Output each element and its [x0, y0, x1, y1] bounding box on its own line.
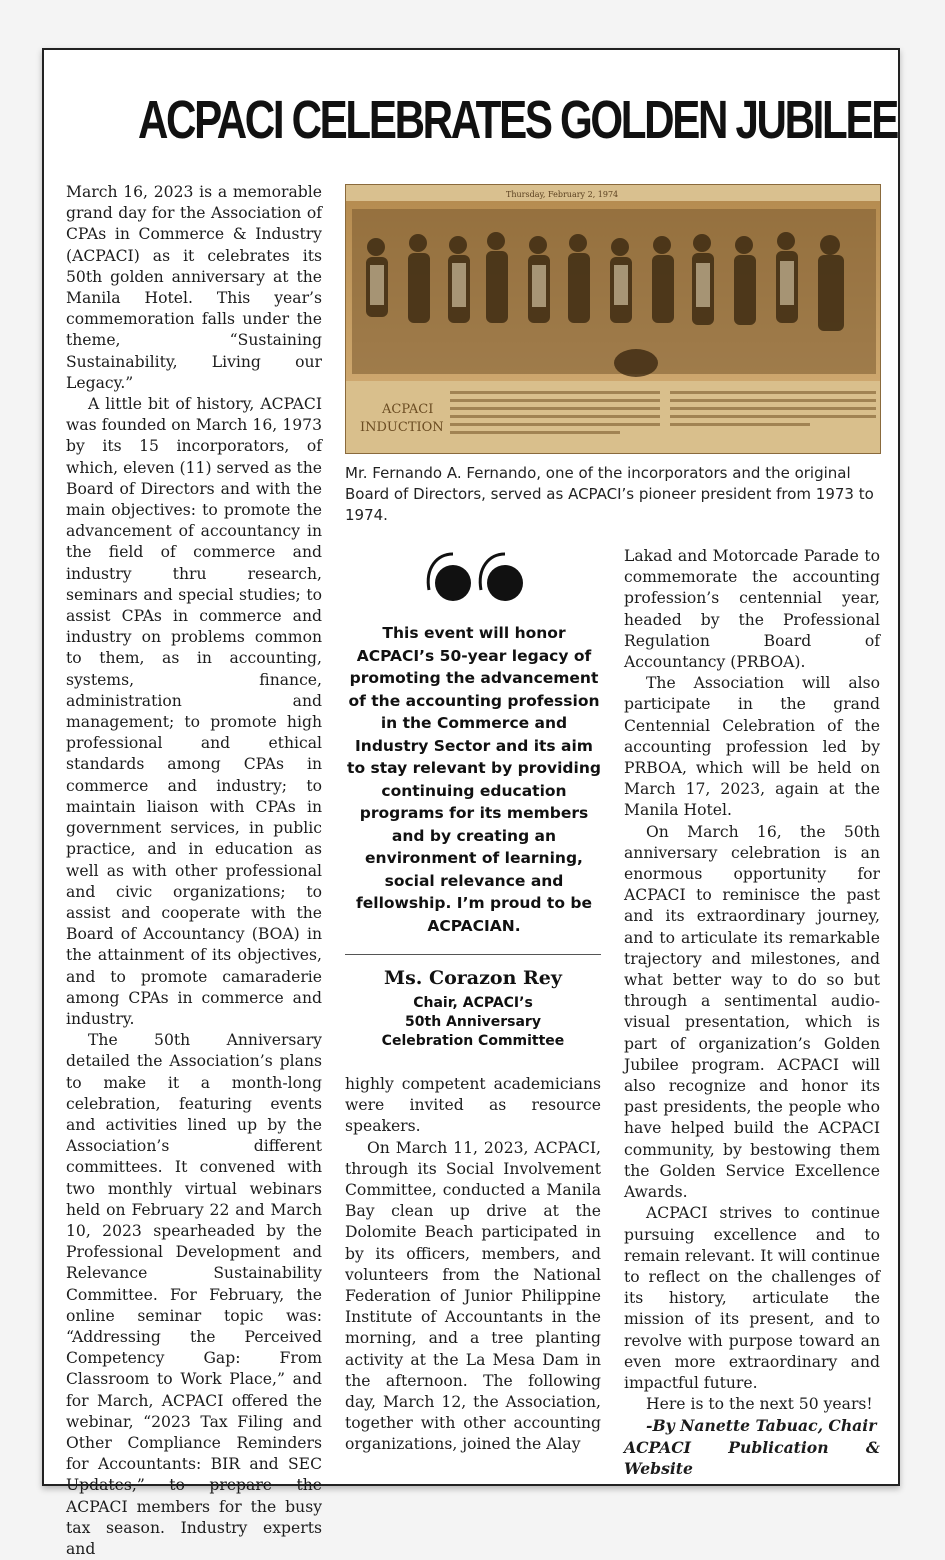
role-line: Celebration Committee — [381, 1033, 565, 1049]
column-3 — [624, 546, 880, 1479]
headline: ACPACI CELEBRATES GOLDEN JUBILEE — [137, 90, 897, 150]
paragraph: March 16, 2023 is a memorable grand day for the Association of CPAs in Commerce & Industry (ACPACI) as it celebrates its 50th golden anniversary at the Manila Hotel. This year’s commemoration falls under the theme, “Sustaining Sustainability, Living our Legacy.” — [66, 183, 322, 392]
paragraph: highly competent academicians were invited as resource speakers. — [345, 1075, 601, 1136]
column-1 — [66, 182, 322, 1560]
photo-label-line-2: INDUCTION — [360, 420, 444, 435]
role-line: 50th Anniversary — [405, 1014, 541, 1030]
column-2 — [345, 1074, 601, 1456]
paragraph: On March 11, 2023, ACPACI, through its Social Involvement Committee, conducted a Manila Bay clean up drive at the Dolomite Beach participated in by its officers, members, and volunteers from the National Federation of Junior Philippine Institute of Accountants in the morning, and a tree planting activity at the La Mesa Dam in the afternoon. The following day, March 12, the Association, together with other accounting organizations, joined the Alay — [345, 1138, 601, 1454]
group-photo-image — [346, 185, 881, 454]
role-line: Chair, ACPACI’s — [413, 995, 533, 1011]
paragraph: A little bit of history, ACPACI was founded on March 16, 1973 by its 15 incorporators, of which, eleven (11) served as the Board of Directors and with the main objectives: to promote the advancement of accountancy in the field of commerce and industry thru research, seminars and special studies; to assist CPAs in commerce and industry on problems common to them, as in accounting, systems, finance, administration and management; to promote high professional and ethical standards among CPAs in commerce and industry; to maintain liaison with CPAs in government services, in public practice, and in education as well as with other professional and civic organizations; to assist and cooperate with the Board of Accountancy (BOA) in the attainment of its objectives, and to promote camaraderie among CPAs in commerce and industry. — [66, 395, 322, 1028]
paragraph: On March 16, the 50th anniversary celebration is an enormous opportunity for ACPACI to reminisce the past and its extraordinary journey, and to articulate its remarkable trajectory and milestones, and what better way to do so but through a sentimental audio-visual presentation, which is part of organization’s Golden Jubilee program. ACPACI will also recognize and honor its past presidents, the people who have helped build the ACPACI community, by bestowing them the Golden Service Excellence Awards. — [624, 822, 880, 1202]
paragraph: Here is to the next 50 years! — [646, 1395, 873, 1414]
photo-label-line-1: ACPACI — [382, 402, 434, 417]
quote-marks-icon — [423, 550, 531, 602]
clipping-header: Thursday, February 2, 1974 — [506, 190, 619, 199]
paragraph: The 50th Anniversary detailed the Association’s plans to make it a month-long celebration, featuring events and activities lined up by the Association’s different committees. It convened with two monthly virtual webinars held on February 22 and March 10, 2023 spearheaded by the Professional Development and Relevance Sustainability Committee. For February, the online seminar topic was: “Addressing the Perceived Competency Gap: From Classroom to Work Place,” and for March, ACPACI offered the webinar, “2023 Tax Filing and Other Compliance Reminders for Accountants: BIR and SEC Updates,” to prepare the ACPACI members for the busy tax season. Industry experts and — [66, 1031, 322, 1558]
pull-quote: This event will honor ACPACI’s 50-year legacy of promoting the advancement of the accounting profession in the Commerce and Industry Sector and its aim to stay relevant by providing continuing education programs for its members and by creating an environment of learning, social relevance and fellowship. I’m proud to be ACPACIAN. — [347, 624, 601, 935]
paragraph: ACPACI strives to continue pursuing excellence and to remain relevant. It will continue to reflect on the challenges of its history, articulate the mission of its present, and to revolve with purpose toward an even more extraordinary and impactful future. — [624, 1204, 880, 1392]
paragraph: Lakad and Motorcade Parade to commemorate the accounting profession’s centennial year, headed by the Professional Regulation Board of Accountancy (PRBOA). — [624, 547, 880, 672]
byline: -By Nanette Tabuac, Chair — [646, 1416, 877, 1436]
paragraph: The Association will also participate in the grand Centennial Celebration of the accounting profession led by PRBOA, which will be held on March 17, 2023, again at the Manila Hotel. — [624, 674, 880, 820]
quote-author-role — [345, 994, 601, 1051]
byline-org: ACPACI Publication & Website — [624, 1437, 880, 1478]
article-page — [42, 48, 900, 1558]
quote-author-name: Ms. Corazon Rey — [384, 967, 562, 989]
archival-photo — [345, 184, 881, 454]
photo-caption: Mr. Fernando A. Fernando, one of the incorporators and the original Board of Directors, served as ACPACI’s pioneer president from 1973 to 1974. — [345, 464, 874, 524]
divider — [345, 954, 601, 955]
